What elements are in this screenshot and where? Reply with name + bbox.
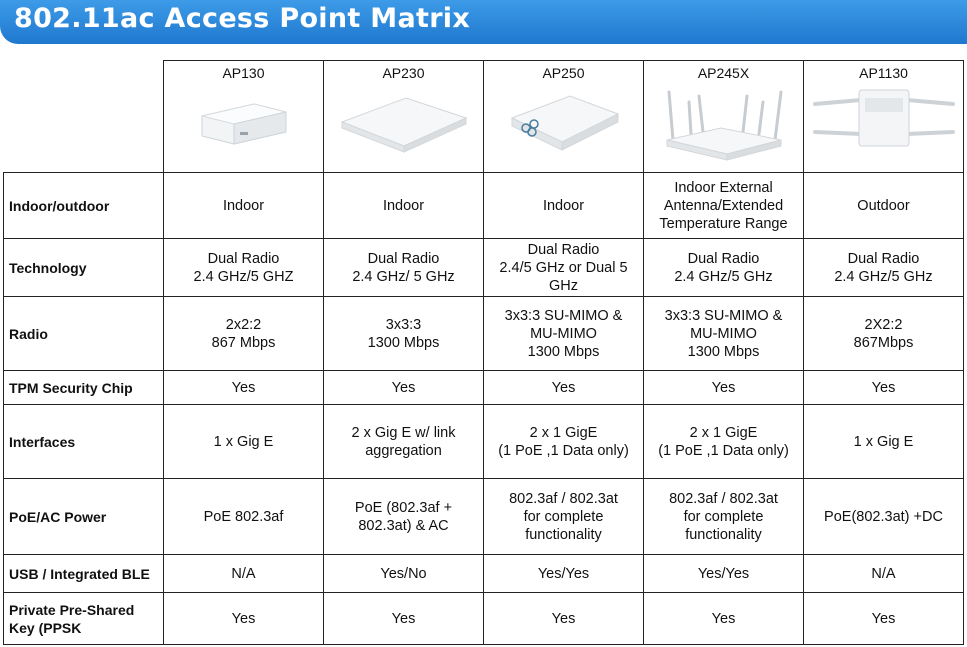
cell <box>804 297 964 371</box>
cell-line: Yes <box>551 379 576 396</box>
row-indoor-outdoor <box>4 173 964 239</box>
cell-line: PoE(802.3at) +DC <box>824 508 943 525</box>
row-label: Technology <box>4 239 164 297</box>
cell <box>644 555 804 593</box>
cell-line: Dual Radio <box>687 250 760 267</box>
cell-line: 2.4/5 GHz or Dual 5 <box>499 259 628 276</box>
cell-line: 1 x Gig E <box>853 433 914 450</box>
cell-line: Dual Radio <box>527 241 600 258</box>
cell <box>164 405 324 479</box>
ap250-device-image <box>504 88 624 154</box>
ap245x-device-image <box>659 88 789 162</box>
ap230-device-image <box>336 88 472 154</box>
cell-line: Yes/Yes <box>537 565 590 582</box>
row-label-line: Key (PPSK <box>9 619 82 636</box>
cell-line: for complete <box>523 508 604 525</box>
page-title: 802.11ac Access Point Matrix <box>14 3 471 34</box>
cell-line: Yes <box>871 379 896 396</box>
cell <box>324 239 484 297</box>
cell-line: Yes/Yes <box>697 565 750 582</box>
cell <box>804 593 964 645</box>
cell-line: 2x2:2 <box>225 316 262 333</box>
cell <box>324 593 484 645</box>
cell-line: MU-MIMO <box>690 325 757 342</box>
cell <box>324 479 484 555</box>
cell <box>644 173 804 239</box>
cell-line: (1 PoE ,1 Data only) <box>498 442 629 459</box>
cell-line: 867 Mbps <box>211 334 276 351</box>
cell-line: Yes <box>231 379 256 396</box>
cell-line: Dual Radio <box>847 250 920 267</box>
cell <box>644 371 804 405</box>
cell-line: 3x3:3 <box>385 316 422 333</box>
cell <box>804 405 964 479</box>
title-banner <box>0 0 967 44</box>
model-name: AP130 <box>222 65 265 81</box>
cell-line: 802.3af / 802.3at <box>509 490 618 507</box>
cell-line: Dual Radio <box>367 250 440 267</box>
cell-line: 2 x 1 GigE <box>689 424 758 441</box>
cell <box>644 297 804 371</box>
cell-line: aggregation <box>365 442 442 459</box>
cell <box>164 173 324 239</box>
model-header-ap250 <box>484 61 644 173</box>
row-tpm-security-chip <box>4 371 964 405</box>
cell-line: 1300 Mbps <box>527 343 600 360</box>
row-label: PoE/AC Power <box>4 479 164 555</box>
cell <box>804 239 964 297</box>
cell-line: Yes <box>551 610 576 627</box>
model-header-row <box>4 61 964 173</box>
ap1130-device-image <box>809 88 959 148</box>
model-name: AP250 <box>542 65 585 81</box>
cell <box>644 593 804 645</box>
cell-line: 802.3af / 802.3at <box>669 490 778 507</box>
cell-line: Antenna/Extended <box>663 197 784 214</box>
cell <box>484 555 644 593</box>
cell-line: (1 PoE ,1 Data only) <box>658 442 789 459</box>
cell-line: Dual Radio <box>207 250 280 267</box>
cell <box>164 371 324 405</box>
cell <box>484 297 644 371</box>
cell-line: GHz <box>549 277 578 294</box>
cell-line: 2.4 GHz/5 GHz <box>834 268 933 285</box>
model-header-ap1130 <box>804 61 964 173</box>
model-header-ap245x <box>644 61 804 173</box>
cell <box>164 555 324 593</box>
model-header-ap230 <box>324 61 484 173</box>
cell <box>324 297 484 371</box>
cell-line: Indoor <box>382 197 425 214</box>
cell-line: N/A <box>231 565 256 582</box>
cell-line: Indoor <box>542 197 585 214</box>
cell-line: Indoor <box>222 197 265 214</box>
cell <box>324 371 484 405</box>
cell-line: MU-MIMO <box>530 325 597 342</box>
cell-line: 802.3at) & AC <box>358 517 449 534</box>
row-radio <box>4 297 964 371</box>
cell <box>164 297 324 371</box>
row-label: Radio <box>4 297 164 371</box>
cell <box>484 593 644 645</box>
cell-line: N/A <box>871 565 896 582</box>
cell-line: 2 x Gig E w/ link <box>351 424 456 441</box>
cell <box>164 479 324 555</box>
cell-line: Temperature Range <box>659 215 788 232</box>
cell-line: 1300 Mbps <box>687 343 760 360</box>
cell-line: functionality <box>525 526 602 543</box>
model-name: AP1130 <box>859 65 908 81</box>
cell <box>484 173 644 239</box>
cell-line: Yes <box>711 379 736 396</box>
cell-line: 2.4 GHz/5 GHz <box>674 268 773 285</box>
row-label: Indoor/outdoor <box>4 173 164 239</box>
row-interfaces <box>4 405 964 479</box>
ap130-device-image <box>194 88 294 148</box>
row-label: Interfaces <box>4 405 164 479</box>
cell-line: for complete <box>683 508 764 525</box>
access-point-matrix-table <box>3 60 964 645</box>
cell-line: Yes/No <box>380 565 427 582</box>
cell-line: 3x3:3 SU-MIMO & <box>664 307 783 324</box>
cell <box>644 479 804 555</box>
model-header-ap130 <box>164 61 324 173</box>
cell-line: 2 x 1 GigE <box>529 424 598 441</box>
cell-line: 867Mbps <box>853 334 914 351</box>
cell <box>324 173 484 239</box>
cell-line: 3x3:3 SU-MIMO & <box>504 307 623 324</box>
cell-line: 1 x Gig E <box>213 433 274 450</box>
model-name: AP230 <box>382 65 425 81</box>
cell <box>484 239 644 297</box>
cell-line: 1300 Mbps <box>367 334 440 351</box>
row-label-line: Private Pre-Shared <box>9 601 135 618</box>
cell <box>484 405 644 479</box>
cell-line: functionality <box>685 526 762 543</box>
corner-cell <box>4 61 164 173</box>
row-label: USB / Integrated BLE <box>4 555 164 593</box>
row-label <box>4 593 164 645</box>
row-poe-ac-power <box>4 479 964 555</box>
cell-line: Indoor External <box>674 179 773 196</box>
cell <box>484 479 644 555</box>
model-name: AP245X <box>697 65 750 81</box>
cell <box>804 555 964 593</box>
cell-line: Yes <box>231 610 256 627</box>
cell <box>164 593 324 645</box>
cell <box>644 239 804 297</box>
cell <box>324 555 484 593</box>
cell-line: 2.4 GHz/ 5 GHz <box>352 268 455 285</box>
row-private-pre-shared-key <box>4 593 964 645</box>
cell-line: 2X2:2 <box>864 316 903 333</box>
cell <box>804 173 964 239</box>
row-usb-integrated-ble <box>4 555 964 593</box>
cell <box>164 239 324 297</box>
cell <box>804 371 964 405</box>
row-technology <box>4 239 964 297</box>
cell-line: PoE 802.3af <box>203 508 284 525</box>
cell-line: Yes <box>391 610 416 627</box>
cell <box>804 479 964 555</box>
cell <box>324 405 484 479</box>
cell-line: 2.4 GHz/5 GHZ <box>193 268 294 285</box>
cell-line: Yes <box>871 610 896 627</box>
cell-line: Yes <box>391 379 416 396</box>
cell <box>484 371 644 405</box>
cell <box>644 405 804 479</box>
row-label: TPM Security Chip <box>4 371 164 405</box>
cell-line: Outdoor <box>857 197 910 214</box>
cell-line: Yes <box>711 610 736 627</box>
cell-line: PoE (802.3af + <box>354 499 453 516</box>
